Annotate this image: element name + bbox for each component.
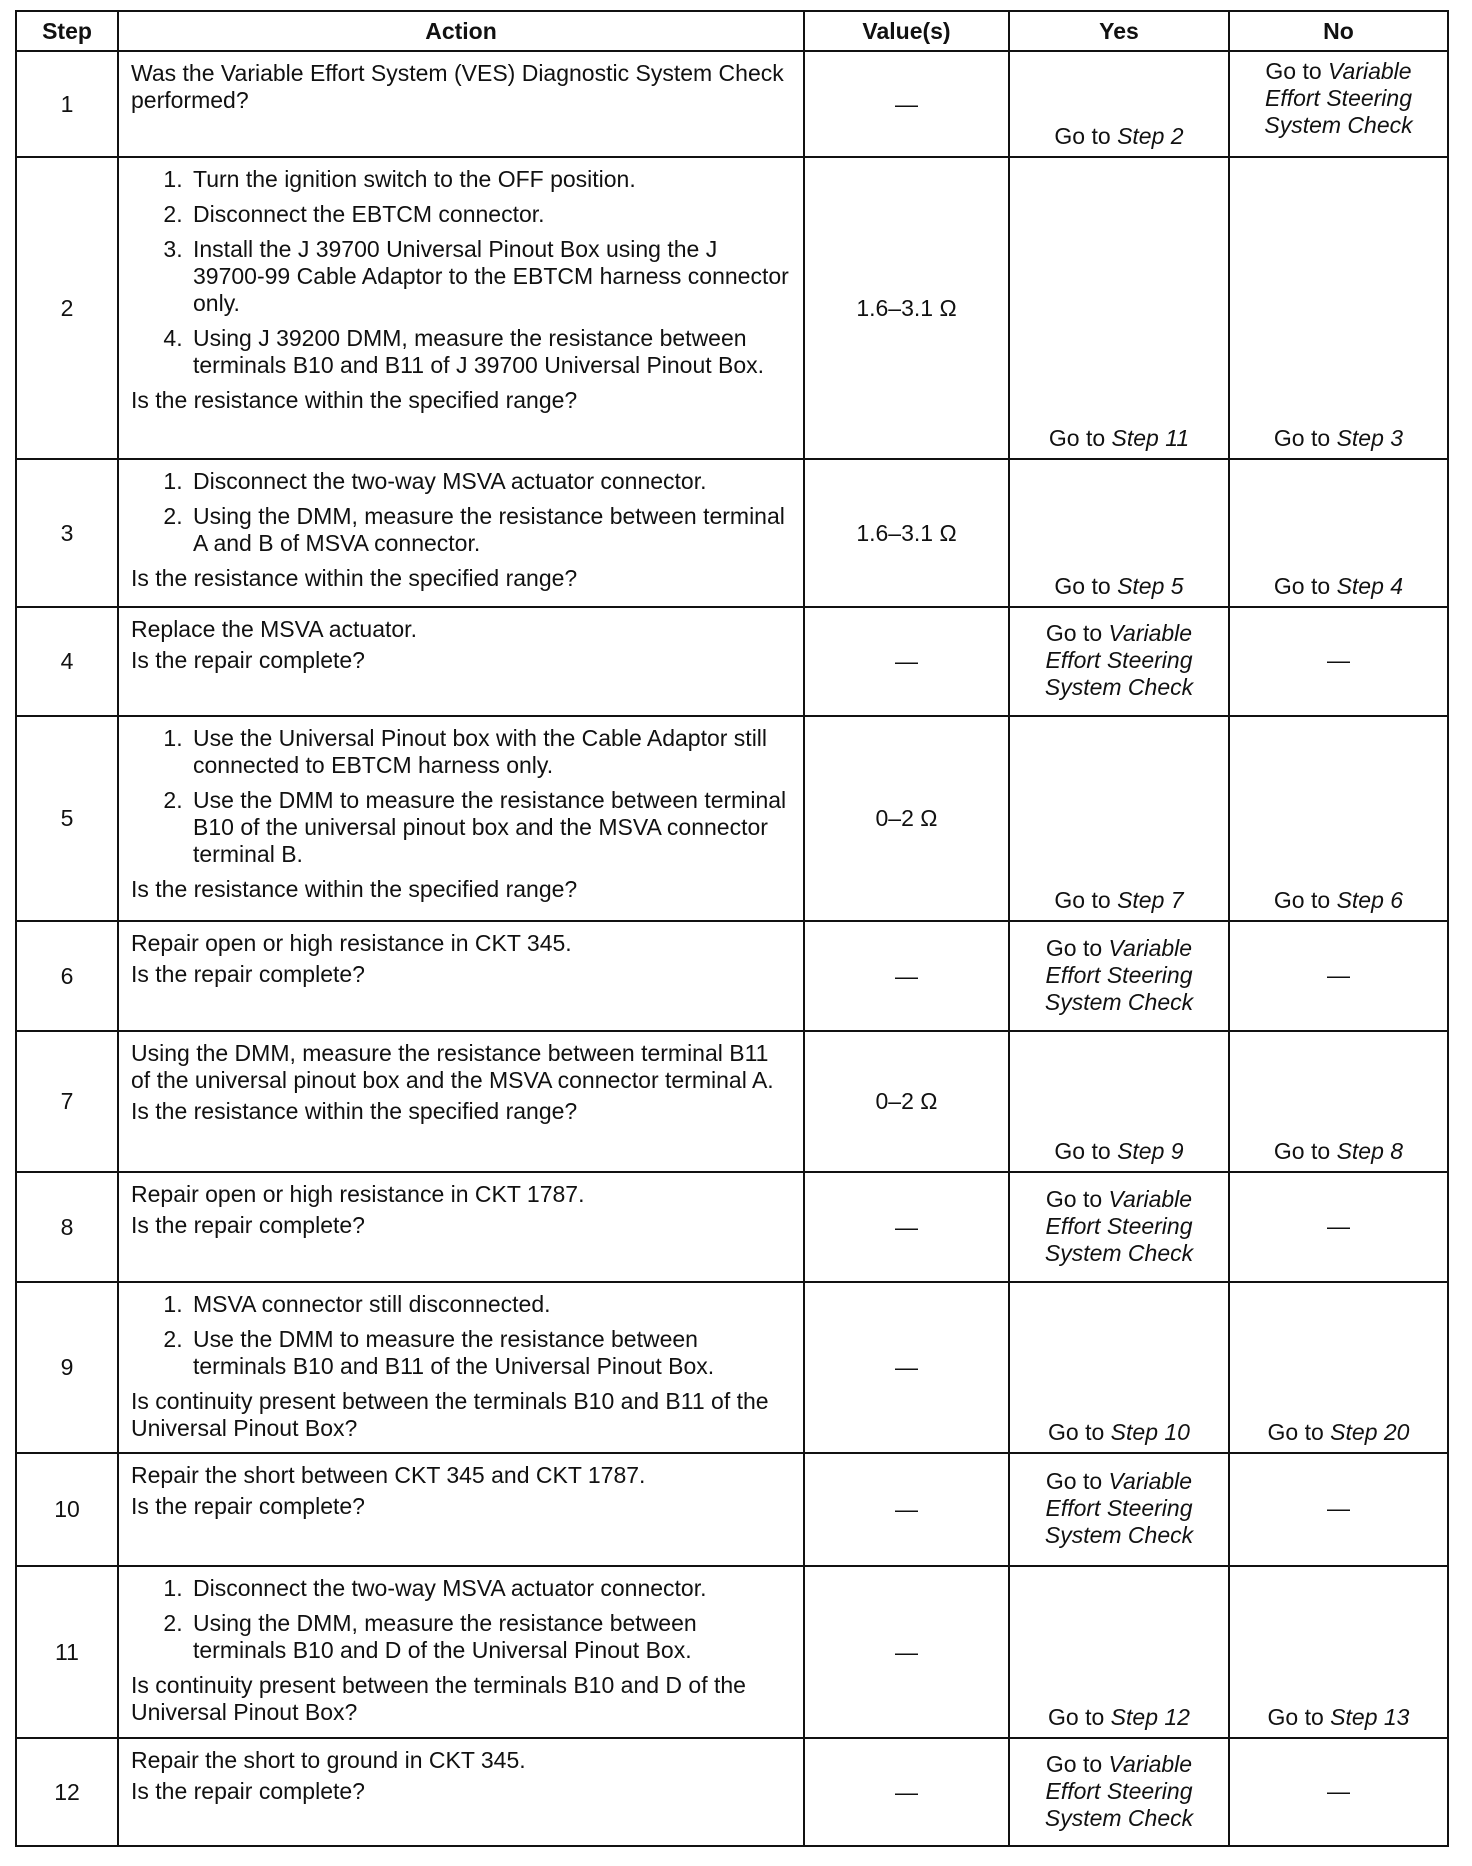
action-cell — [118, 157, 804, 459]
action-cell — [118, 51, 804, 157]
action-cell — [118, 921, 804, 1031]
value-cell: — — [804, 1172, 1009, 1282]
table-row — [16, 1566, 1448, 1738]
go-to-text: Go to — [1045, 1185, 1103, 1212]
yes-target: Step 12 — [1110, 1704, 1190, 1730]
step-number: 9 — [16, 1282, 118, 1453]
go-to-text: Go to — [1267, 1419, 1324, 1445]
go-to-text: Go to — [1273, 425, 1331, 451]
action-step: 2. Use the DMM to measure the resistance between terminal B10 of the universal pinout box and the MSVA connector terminal B. — [189, 787, 793, 868]
step-number: 1 — [16, 51, 118, 157]
yes-target: Step 9 — [1117, 1138, 1184, 1164]
yes-cell — [1009, 1031, 1229, 1172]
yes-target: Variable Effort Steering System Check — [1044, 934, 1194, 1015]
value-cell: — — [804, 921, 1009, 1031]
no-cell: — — [1229, 921, 1448, 1031]
yes-cell — [1009, 157, 1229, 459]
action-text: Was the Variable Effort System (VES) Diagnostic System Check performed? — [131, 60, 784, 113]
go-to-text: Go to — [1273, 573, 1331, 599]
diagnostic-table — [15, 10, 1449, 1847]
step-number: 10 — [16, 1453, 118, 1566]
yes-cell — [1009, 1282, 1229, 1453]
go-to-text: Go to — [1273, 887, 1331, 913]
go-to-text: Go to — [1048, 1419, 1105, 1445]
go-to-text: Go to — [1273, 1138, 1331, 1164]
action-text: Repair the short to ground in CKT 345. — [131, 1747, 526, 1773]
step-number: 5 — [16, 716, 118, 921]
yes-cell — [1009, 1738, 1229, 1846]
go-to-text: Go to — [1045, 620, 1103, 646]
value-cell: 0–2 Ω — [804, 716, 1009, 921]
header-row — [16, 11, 1448, 51]
no-target: Step 6 — [1336, 887, 1404, 913]
value-cell: 1.6–3.1 Ω — [804, 157, 1009, 459]
action-steps-list — [131, 1575, 793, 1664]
action-steps-list — [131, 468, 793, 557]
go-to-text: Go to — [1045, 934, 1103, 961]
table-row — [16, 157, 1448, 459]
yes-target: Step 10 — [1110, 1419, 1190, 1445]
yes-cell — [1009, 921, 1229, 1031]
table-row — [16, 51, 1448, 157]
value-cell: — — [804, 1453, 1009, 1566]
no-cell: — — [1229, 607, 1448, 716]
value-cell: — — [804, 51, 1009, 157]
go-to-text: Go to — [1054, 887, 1111, 913]
yes-cell — [1009, 51, 1229, 157]
action-question: Is continuity present between the terminals B10 and D of the Universal Pinout Box? — [131, 1672, 746, 1725]
action-text: Repair the short between CKT 345 and CKT 1787. — [131, 1462, 646, 1488]
go-to-text: Go to — [1045, 1750, 1103, 1777]
value-cell: — — [804, 1566, 1009, 1738]
no-cell — [1229, 459, 1448, 607]
action-steps-list — [131, 1291, 793, 1380]
no-cell: — — [1229, 1453, 1448, 1566]
go-to-text: Go to — [1048, 425, 1106, 451]
action-cell — [118, 716, 804, 921]
action-text: Using the DMM, measure the resistance between terminal B11 of the universal pinout box and the MSVA connector terminal A. — [131, 1040, 774, 1093]
table-row — [16, 1738, 1448, 1846]
go-to-text: Go to — [1045, 1468, 1103, 1494]
action-question: Is the resistance within the specified range? — [131, 387, 578, 413]
go-to-text: Go to — [1054, 1138, 1111, 1164]
go-to-text: Go to — [1048, 1704, 1105, 1730]
action-steps-list — [131, 166, 793, 379]
step-number: 11 — [16, 1566, 118, 1738]
action-question: Is the repair complete? — [131, 1493, 365, 1519]
no-cell — [1229, 716, 1448, 921]
value-cell: 1.6–3.1 Ω — [804, 459, 1009, 607]
action-step: 2. Using the DMM, measure the resistance between terminal A and B of MSVA connector. — [189, 503, 793, 557]
no-cell — [1229, 1031, 1448, 1172]
table-row — [16, 1282, 1448, 1453]
header-action: Action — [118, 11, 804, 51]
yes-target: Variable Effort Steering System Check — [1044, 1750, 1194, 1831]
action-cell — [118, 607, 804, 716]
yes-target: Step 11 — [1111, 425, 1190, 451]
no-cell — [1229, 51, 1448, 157]
action-text: Replace the MSVA actuator. — [131, 616, 417, 642]
yes-target: Variable Effort Steering System Check — [1044, 1468, 1194, 1548]
table-row — [16, 1031, 1448, 1172]
action-cell — [118, 1566, 804, 1738]
no-cell: — — [1229, 1172, 1448, 1282]
action-question: Is the repair complete? — [131, 961, 365, 987]
no-target: Step 20 — [1330, 1419, 1410, 1445]
no-target: Variable Effort Steering System Check — [1264, 58, 1413, 138]
action-cell — [118, 1738, 804, 1846]
action-cell — [118, 1031, 804, 1172]
no-target: Step 4 — [1336, 573, 1404, 599]
table-row — [16, 1172, 1448, 1282]
step-number: 7 — [16, 1031, 118, 1172]
step-number: 4 — [16, 607, 118, 716]
table-row — [16, 1453, 1448, 1566]
action-step: 2. Disconnect the EBTCM connector. — [189, 201, 793, 228]
action-step: 1. MSVA connector still disconnected. — [189, 1291, 793, 1318]
table-row — [16, 607, 1448, 716]
no-cell — [1229, 1566, 1448, 1738]
step-number: 12 — [16, 1738, 118, 1846]
no-target: Step 8 — [1336, 1138, 1404, 1164]
yes-target: Step 7 — [1117, 887, 1184, 913]
no-cell: — — [1229, 1738, 1448, 1846]
yes-cell — [1009, 1566, 1229, 1738]
value-cell: — — [804, 1738, 1009, 1846]
action-cell — [118, 459, 804, 607]
action-question: Is continuity present between the terminals B10 and B11 of the Universal Pinout Box? — [131, 1388, 769, 1441]
yes-target: Step 2 — [1117, 123, 1184, 149]
action-step: 1. Disconnect the two-way MSVA actuator connector. — [189, 468, 793, 495]
value-cell: — — [804, 1282, 1009, 1453]
table-row — [16, 716, 1448, 921]
no-cell — [1229, 1282, 1448, 1453]
header-no: No — [1229, 11, 1448, 51]
header-yes: Yes — [1009, 11, 1229, 51]
action-step: 2. Use the DMM to measure the resistance between terminals B10 and B11 of the Universal Pinout Box. — [189, 1326, 793, 1380]
go-to-text: Go to — [1054, 573, 1111, 599]
action-step: 1. Use the Universal Pinout box with the Cable Adaptor still connected to EBTCM harness only. — [189, 725, 793, 779]
action-cell — [118, 1172, 804, 1282]
no-target: Step 3 — [1336, 425, 1404, 451]
action-step: 1. Disconnect the two-way MSVA actuator connector. — [189, 1575, 793, 1602]
action-question: Is the repair complete? — [131, 1778, 365, 1804]
go-to-text: Go to — [1054, 123, 1111, 149]
action-text: Repair open or high resistance in CKT 1787. — [131, 1181, 585, 1207]
yes-target: Variable Effort Steering System Check — [1044, 620, 1194, 700]
yes-cell — [1009, 607, 1229, 716]
action-step: 3. Install the J 39700 Universal Pinout Box using the J 39700-99 Cable Adaptor to the EBTCM harness connector only. — [189, 236, 793, 317]
action-steps-list — [131, 725, 793, 868]
action-step: 1. Turn the ignition switch to the OFF position. — [189, 166, 793, 193]
action-step: 4. Using J 39200 DMM, measure the resistance between terminals B10 and B11 of J 39700 Universal Pinout Box. — [189, 325, 793, 379]
step-number: 8 — [16, 1172, 118, 1282]
yes-cell — [1009, 459, 1229, 607]
action-cell — [118, 1453, 804, 1566]
action-question: Is the resistance within the specified range? — [131, 876, 578, 902]
yes-cell — [1009, 716, 1229, 921]
header-values: Value(s) — [804, 11, 1009, 51]
header-step: Step — [16, 11, 118, 51]
yes-target: Step 5 — [1117, 573, 1184, 599]
action-question: Is the resistance within the specified range? — [131, 565, 578, 591]
action-question: Is the repair complete? — [131, 1212, 365, 1238]
value-cell: 0–2 Ω — [804, 1031, 1009, 1172]
value-cell: — — [804, 607, 1009, 716]
table-row — [16, 921, 1448, 1031]
go-to-text: Go to — [1265, 58, 1322, 84]
table-row — [16, 459, 1448, 607]
go-to-text: Go to — [1267, 1704, 1324, 1730]
step-number: 2 — [16, 157, 118, 459]
action-text: Repair open or high resistance in CKT 345. — [131, 930, 572, 956]
action-cell — [118, 1282, 804, 1453]
action-question: Is the repair complete? — [131, 647, 365, 673]
yes-cell — [1009, 1172, 1229, 1282]
step-number: 6 — [16, 921, 118, 1031]
no-target: Step 13 — [1330, 1704, 1410, 1730]
yes-target: Variable Effort Steering System Check — [1044, 1185, 1194, 1266]
step-number: 3 — [16, 459, 118, 607]
no-cell — [1229, 157, 1448, 459]
action-step: 2. Using the DMM, measure the resistance between terminals B10 and D of the Universal Pinout Box. — [189, 1610, 793, 1664]
action-question: Is the resistance within the specified range? — [131, 1098, 578, 1124]
yes-cell — [1009, 1453, 1229, 1566]
